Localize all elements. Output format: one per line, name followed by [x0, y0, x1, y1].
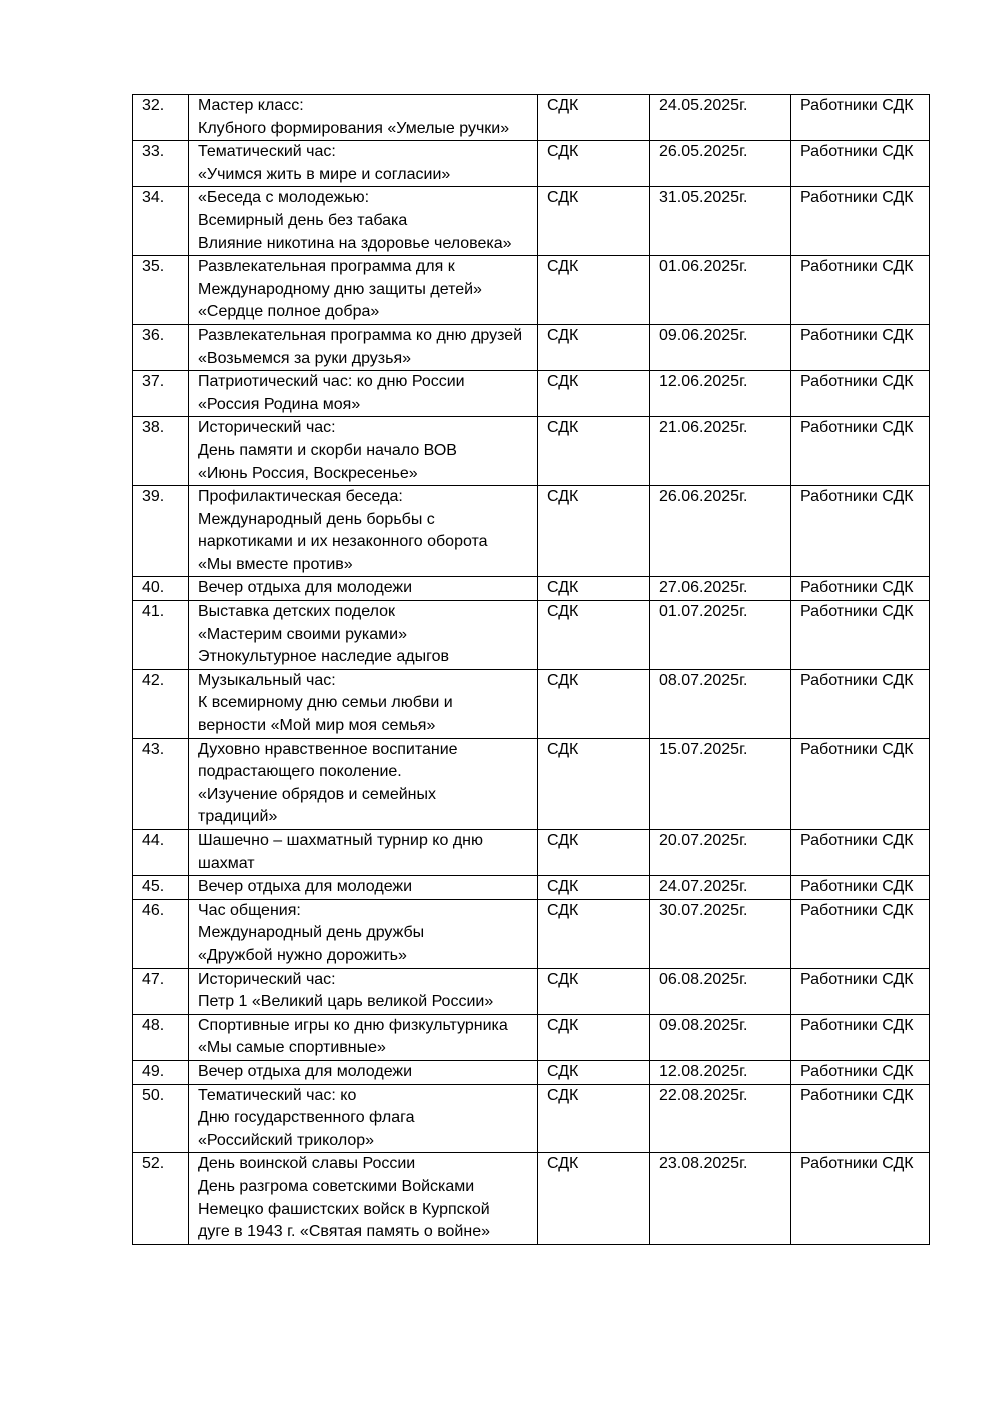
event-date: 31.05.2025г. [650, 187, 791, 256]
event-responsible: Работники СДК [791, 141, 930, 187]
event-place: СДК [538, 324, 650, 370]
event-date: 08.07.2025г. [650, 669, 791, 738]
table-row [133, 371, 930, 417]
event-responsible: Работники СДК [791, 968, 930, 1014]
event-place: СДК [538, 141, 650, 187]
event-place: СДК [538, 371, 650, 417]
event-name: Тематический час: ко Дню государственного флага «Российский триколор» [189, 1084, 538, 1153]
event-place: СДК [538, 187, 650, 256]
event-name: Шашечно – шахматный турнир ко дню шахмат [189, 830, 538, 876]
row-number: 44. [133, 830, 189, 876]
event-responsible: Работники СДК [791, 1084, 930, 1153]
event-date: 09.08.2025г. [650, 1014, 791, 1060]
row-number: 38. [133, 417, 189, 486]
event-responsible: Работники СДК [791, 256, 930, 325]
event-date: 12.08.2025г. [650, 1060, 791, 1084]
event-date: 01.07.2025г. [650, 601, 791, 670]
events-table [132, 94, 930, 1245]
events-table-body [133, 95, 930, 1245]
row-number: 36. [133, 324, 189, 370]
table-row [133, 324, 930, 370]
row-number: 42. [133, 669, 189, 738]
table-row [133, 968, 930, 1014]
event-place: СДК [538, 968, 650, 1014]
event-place: СДК [538, 1014, 650, 1060]
event-name: Развлекательная программа ко дню друзей «Возьмемся за руки друзья» [189, 324, 538, 370]
event-name: Патриотический час: ко дню России «Россия Родина моя» [189, 371, 538, 417]
table-row [133, 1084, 930, 1153]
event-date: 27.06.2025г. [650, 577, 791, 601]
row-number: 47. [133, 968, 189, 1014]
event-responsible: Работники СДК [791, 1060, 930, 1084]
event-responsible: Работники СДК [791, 738, 930, 829]
event-place: СДК [538, 1084, 650, 1153]
event-responsible: Работники СДК [791, 577, 930, 601]
row-number: 34. [133, 187, 189, 256]
event-responsible: Работники СДК [791, 187, 930, 256]
table-row [133, 738, 930, 829]
event-date: 24.07.2025г. [650, 876, 791, 900]
event-responsible: Работники СДК [791, 324, 930, 370]
event-name: Вечер отдыха для молодежи [189, 1060, 538, 1084]
event-name: Музыкальный час: К всемирному дню семьи любви и верности «Мой мир моя семья» [189, 669, 538, 738]
table-row [133, 830, 930, 876]
event-name: Духовно нравственное воспитание подрастающего поколение. «Изучение обрядов и семейных традиций» [189, 738, 538, 829]
row-number: 49. [133, 1060, 189, 1084]
table-row [133, 577, 930, 601]
event-name: Час общения: Международный день дружбы «Дружбой нужно дорожить» [189, 899, 538, 968]
event-responsible: Работники СДК [791, 899, 930, 968]
event-date: 24.05.2025г. [650, 95, 791, 141]
event-date: 30.07.2025г. [650, 899, 791, 968]
event-name: Исторический час: День памяти и скорби начало ВОВ «Июнь Россия, Воскресенье» [189, 417, 538, 486]
table-row [133, 899, 930, 968]
row-number: 39. [133, 486, 189, 577]
event-date: 22.08.2025г. [650, 1084, 791, 1153]
table-row [133, 95, 930, 141]
event-responsible: Работники СДК [791, 830, 930, 876]
event-place: СДК [538, 95, 650, 141]
table-row [133, 486, 930, 577]
event-place: СДК [538, 899, 650, 968]
event-date: 26.06.2025г. [650, 486, 791, 577]
event-name: «Беседа с молодежью: Всемирный день без табака Влияние никотина на здоровье человека» [189, 187, 538, 256]
event-place: СДК [538, 669, 650, 738]
table-row [133, 1153, 930, 1244]
event-responsible: Работники СДК [791, 95, 930, 141]
table-row [133, 187, 930, 256]
event-date: 15.07.2025г. [650, 738, 791, 829]
event-name: Профилактическая беседа: Международный день борьбы с наркотиками и их незаконного оборота «Мы вместе против» [189, 486, 538, 577]
table-row [133, 1060, 930, 1084]
row-number: 33. [133, 141, 189, 187]
event-responsible: Работники СДК [791, 1014, 930, 1060]
event-name: Вечер отдыха для молодежи [189, 876, 538, 900]
event-date: 12.06.2025г. [650, 371, 791, 417]
row-number: 43. [133, 738, 189, 829]
event-responsible: Работники СДК [791, 876, 930, 900]
row-number: 37. [133, 371, 189, 417]
row-number: 41. [133, 601, 189, 670]
event-place: СДК [538, 1060, 650, 1084]
event-place: СДК [538, 601, 650, 670]
table-row [133, 256, 930, 325]
row-number: 48. [133, 1014, 189, 1060]
event-name: Развлекательная программа для к Международному дню защиты детей» «Сердце полное добра» [189, 256, 538, 325]
row-number: 40. [133, 577, 189, 601]
event-date: 23.08.2025г. [650, 1153, 791, 1244]
event-date: 06.08.2025г. [650, 968, 791, 1014]
event-date: 20.07.2025г. [650, 830, 791, 876]
event-place: СДК [538, 830, 650, 876]
event-place: СДК [538, 577, 650, 601]
row-number: 50. [133, 1084, 189, 1153]
row-number: 45. [133, 876, 189, 900]
event-place: СДК [538, 876, 650, 900]
event-responsible: Работники СДК [791, 1153, 930, 1244]
row-number: 35. [133, 256, 189, 325]
event-name: Вечер отдыха для молодежи [189, 577, 538, 601]
event-date: 26.05.2025г. [650, 141, 791, 187]
event-name: Исторический час: Петр 1 «Великий царь великой России» [189, 968, 538, 1014]
table-row [133, 876, 930, 900]
table-row [133, 141, 930, 187]
event-responsible: Работники СДК [791, 601, 930, 670]
table-row [133, 1014, 930, 1060]
row-number: 32. [133, 95, 189, 141]
row-number: 46. [133, 899, 189, 968]
event-responsible: Работники СДК [791, 669, 930, 738]
event-date: 09.06.2025г. [650, 324, 791, 370]
event-place: СДК [538, 417, 650, 486]
event-name: День воинской славы России День разгрома советскими Войсками Немецко фашистских войск в Курпской дуге в 1943 г. «Святая память о войне» [189, 1153, 538, 1244]
event-date: 21.06.2025г. [650, 417, 791, 486]
event-place: СДК [538, 486, 650, 577]
event-responsible: Работники СДК [791, 486, 930, 577]
event-name: Мастер класс: Клубного формирования «Умелые ручки» [189, 95, 538, 141]
table-row [133, 601, 930, 670]
event-place: СДК [538, 1153, 650, 1244]
event-responsible: Работники СДК [791, 371, 930, 417]
event-name: Выставка детских поделок «Мастерим своими руками» Этнокультурное наследие адыгов [189, 601, 538, 670]
event-place: СДК [538, 738, 650, 829]
event-responsible: Работники СДК [791, 417, 930, 486]
event-date: 01.06.2025г. [650, 256, 791, 325]
row-number: 52. [133, 1153, 189, 1244]
event-place: СДК [538, 256, 650, 325]
table-row [133, 669, 930, 738]
event-name: Тематический час: «Учимся жить в мире и согласии» [189, 141, 538, 187]
event-name: Спортивные игры ко дню физкультурника «Мы самые спортивные» [189, 1014, 538, 1060]
table-row [133, 417, 930, 486]
